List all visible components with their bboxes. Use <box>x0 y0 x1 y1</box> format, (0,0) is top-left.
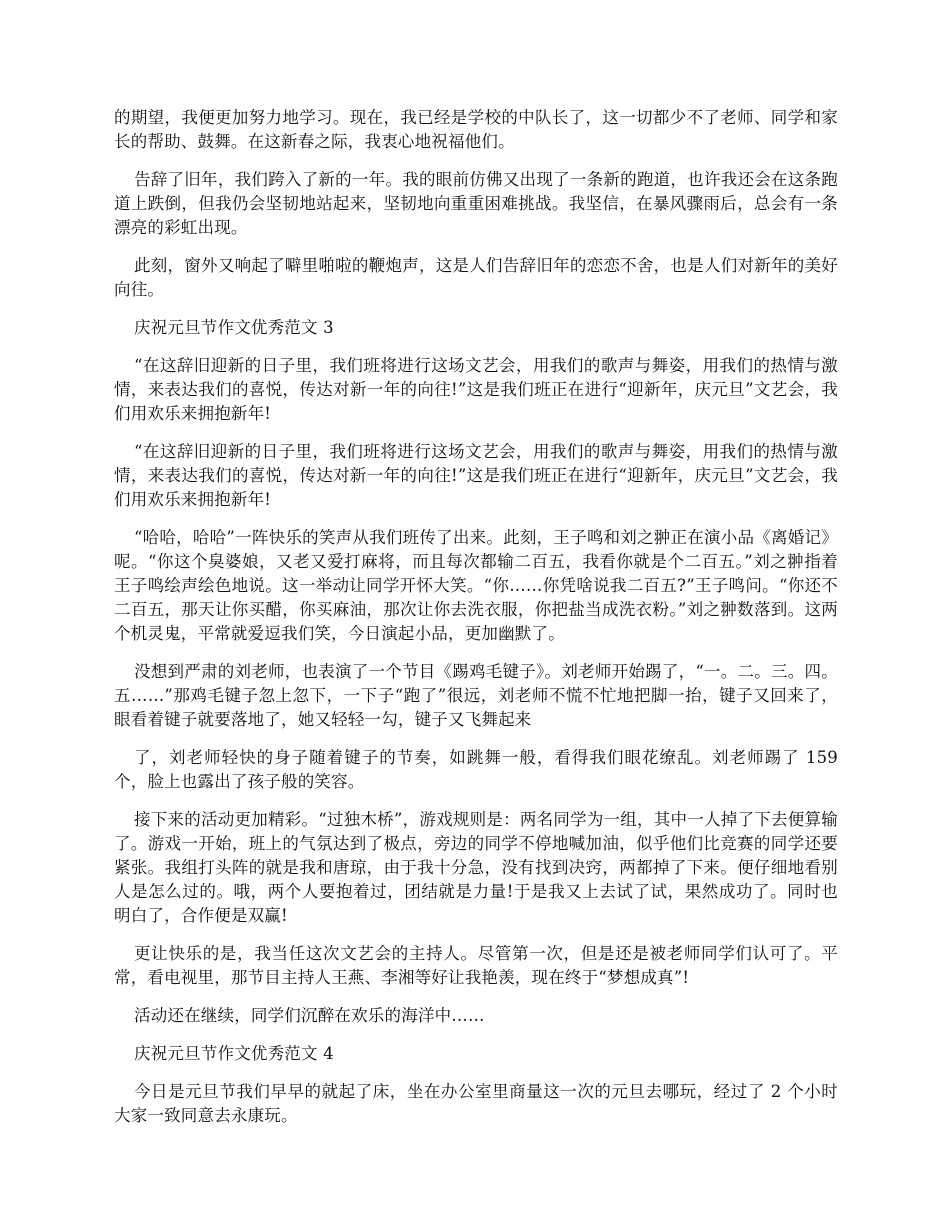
paragraph-2: 告辞了旧年，我们跨入了新的一年。我的眼前仿佛又出现了一条新的跑道，也许我还会在这条跑道上跌倒，但我仍会坚韧地站起来，坚韧地向重重困难挑战。我坚信，在暴风骤雨后，总会有一条漂亮的彩虹出现。 <box>114 170 838 237</box>
paragraph-8: 了，刘老师轻快的身子随着键子的节奏，如跳舞一般，看得我们眼花缭乱。刘老师踢了 159 个，脸上也露出了孩子般的笑容。 <box>114 748 838 791</box>
section-heading-4: 庆祝元旦节作文优秀范文 4 <box>134 1044 334 1063</box>
paragraph-3: 此刻，窗外又响起了噼里啪啦的鞭炮声，这是人们告辞旧年的恋恋不舍，也是人们对新年的美好向往。 <box>114 256 838 299</box>
paragraph-9: 接下来的活动更加精彩。“过独木桥”，游戏规则是：两名同学为一组，其中一人掉了下去便算输了。游戏一开始，班上的气氛达到了极点，旁边的同学不停地喊加油，似乎他们比竞赛的同学还要紧张。我组打头阵的就是我和唐琼，由于我十分急，没有找到决窍，两都掉了下来。便仔细地看别人是怎么过的。哦，两个人要抱着过，团结就是力量!于是我又上去试了试，果然成功了。同时也明白了，合作便是双赢! <box>114 810 838 925</box>
paragraph-4: “在这辞旧迎新的日子里，我们班将进行这场文艺会，用我们的歌声与舞姿，用我们的热情与激情，来表达我们的喜悦，传达对新一年的向往!”这是我们班正在进行“迎新年，庆元旦”文艺会，我们用欢乐来拥抱新年! <box>114 356 838 423</box>
paragraph-7: 没想到严肃的刘老师，也表演了一个节目《踢鸡毛键子》。刘老师开始踢了，“一。二。三。四。五……”那鸡毛键子忽上忽下，一下子“跑了”很远，刘老师不慌不忙地把脚一抬，键子又回来了，眼看着键子就要落地了，她又轻轻一勾，键子又飞舞起来 <box>114 662 838 729</box>
document-page <box>114 106 838 1142</box>
paragraph-5: “在这辞旧迎新的日子里，我们班将进行这场文艺会，用我们的歌声与舞姿，用我们的热情与激情，来表达我们的喜悦，传达对新一年的向往!”这是我们班正在进行“迎新年，庆元旦”文艺会，我们用欢乐来拥抱新年! <box>114 442 838 509</box>
paragraph-11: 活动还在继续，同学们沉醉在欢乐的海洋中…… <box>134 1006 485 1025</box>
paragraph-12: 今日是元旦节我们早早的就起了床，坐在办公室里商量这一次的元旦去哪玩，经过了 2 个小时大家一致同意去永康玩。 <box>114 1082 838 1125</box>
section-heading-3: 庆祝元旦节作文优秀范文 3 <box>134 318 334 337</box>
paragraph-10: 更让快乐的是，我当任这次文艺会的主持人。尽管第一次，但是还是被老师同学们认可了。平常，看电视里，那节目主持人王燕、李湘等好让我艳羡，现在终于“梦想成真”! <box>114 944 838 987</box>
paragraph-1: 的期望，我便更加努力地学习。现在，我已经是学校的中队长了，这一切都少不了老师、同学和家长的帮助、鼓舞。在这新春之际，我衷心地祝福他们。 <box>114 108 838 151</box>
paragraph-6: “哈哈，哈哈”一阵快乐的笑声从我们班传了出来。此刻，王子鸣和刘之翀正在演小品《离婚记》呢。“你这个臭婆娘，又老又爱打麻将，而且每次都输二百五，我看你就是个二百五。”刘之翀指着王子鸣绘声绘色地说。这一举动让同学开怀大笑。“你……你凭啥说我二百五?”王子鸣问。“你还不二百五，那天让你买醋，你买麻油，那次让你去洗衣服，你把盐当成洗衣粉。”刘之翀数落到。这两个机灵鬼，平常就爱逗我们笑，今日演起小品，更加幽默了。 <box>114 528 838 643</box>
